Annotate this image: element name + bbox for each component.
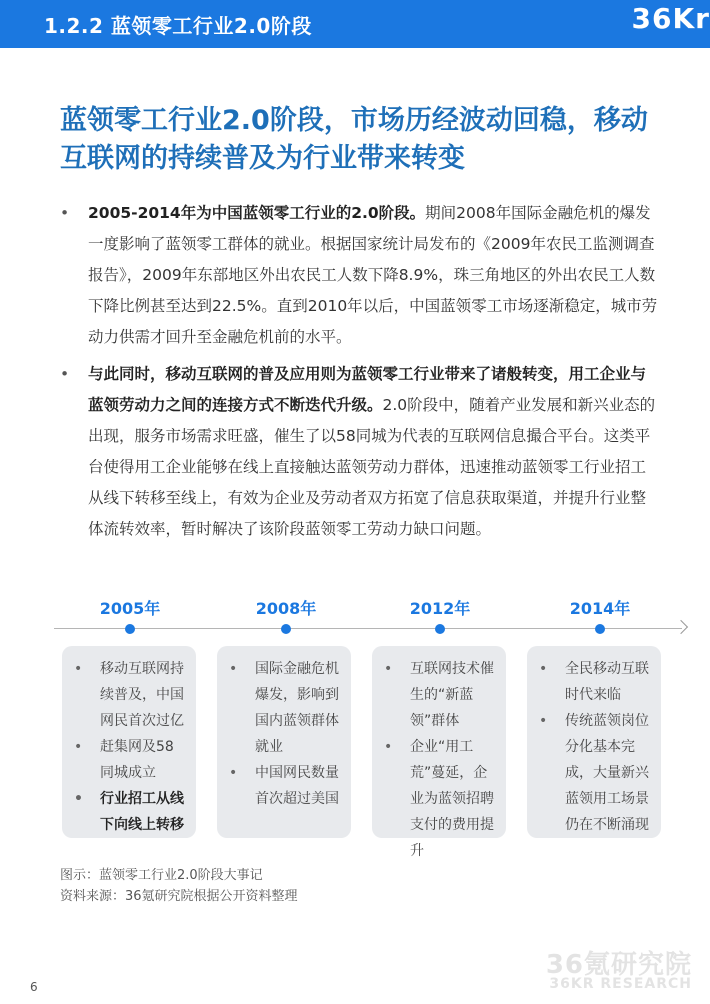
bullet-dot-icon: • [74,661,83,677]
page-headline: 蓝领零工行业2.0阶段，市场历经波动回稳，移动互联网的持续普及为行业带来转变 [60,105,648,174]
bullet-dot-icon: • [539,713,548,729]
section-title: 1.2.2 蓝领零工行业2.0阶段 [44,14,312,38]
bullet-dot-icon: • [539,661,548,677]
body-bullets [60,198,660,551]
bullet-bold-lead: 2005-2014年为中国蓝领零工行业的2.0阶段。 [88,204,426,222]
bullet-item [60,198,660,353]
bullet-dot-icon: • [60,204,70,222]
bullet-bold-lead: 与此同时，移动互联网的普及应用则为蓝领零工行业带来了诸般转变，用工企业与蓝领劳动力之间的连接方式不断迭代升级。 [88,365,647,414]
event-text: 赶集网及58同城成立 [100,739,174,781]
event-list [535,656,651,838]
timeline-year: 2008年 [255,599,317,618]
event-item [70,734,186,786]
bullet-item [60,359,660,545]
timeline-dot [281,624,291,634]
watermark-cn: 36氪研究院 [545,950,692,980]
event-list [225,656,341,812]
event-item [535,708,651,838]
bullet-dot-icon: • [384,661,393,677]
timeline-dot [595,624,605,634]
brand-logo: 36Kr [631,2,710,35]
page-number: 6 [30,980,38,994]
bullet-dot-icon: • [229,661,238,677]
bullet-dot-icon: • [60,365,70,383]
watermark-en: 36KR RESEARCH [549,976,692,992]
timeline-dot [125,624,135,634]
event-text: 国际金融危机爆发，影响到国内蓝领群体就业 [255,661,339,755]
event-item [70,656,186,734]
event-item [380,734,496,864]
event-item [225,656,341,760]
event-card-2008 [217,646,351,838]
event-list [70,656,186,838]
event-text: 全民移动互联时代来临 [565,661,649,703]
bullet-dot-icon: • [229,765,238,781]
timeline-dot [435,624,445,634]
event-card-2014 [527,646,661,838]
event-text: 互联网技术催生的“新蓝领”群体 [410,661,494,729]
event-text: 行业招工从线下向线上转移 [100,791,184,833]
bullet-text: 期间2008年国际金融危机的爆发一度影响了蓝领零工群体的就业。根据国家统计局发布的《2009年农民工监测调查报告》，2009年东部地区外出农民工人数下降8.9%，珠三角地区的外出农民工人数下降比例甚至达到22.5%。直到2010年以后，中国蓝领零工市场逐渐稳定，城市劳动力供需才回升至金融危机前的水平。 [88,204,658,346]
bullet-dot-icon: • [74,791,83,807]
event-item [70,786,186,838]
event-card-2005 [62,646,196,838]
timeline-year: 2005年 [99,599,161,618]
timeline-year: 2012年 [409,599,471,618]
event-item [225,760,341,812]
event-card-2012 [372,646,506,859]
event-text: 移动互联网持续普及，中国网民首次过亿 [100,661,184,729]
timeline-year: 2014年 [569,599,631,618]
bullet-dot-icon: • [74,739,83,755]
header-bar [0,0,710,48]
event-list [380,656,496,864]
bullet-text: 2.0阶段中，随着产业发展和新兴业态的出现，服务市场需求旺盛，催生了以58同城为代表的互联网信息撮合平台。这类平台使得用工企业能够在线上直接触达蓝领劳动力群体，迅速推动蓝领零工行业招工从线下转移至线上，有效为企业及劳动者双方拓宽了信息获取渠道，并提升行业整体流转效率，暂时解决了该阶段蓝领零工劳动力缺口问题。 [88,396,656,538]
bullet-dot-icon: • [384,739,393,755]
timeline-axis [54,628,682,629]
event-item [380,656,496,734]
source-caption: 资料来源：36氪研究院根据公开资料整理 [60,889,298,904]
event-text: 企业“用工荒”蔓延，企业为蓝领招聘支付的费用提升 [410,739,494,859]
timeline-arrow-icon [674,620,688,634]
figure-caption: 图示：蓝领零工行业2.0阶段大事记 [60,868,263,883]
event-text: 中国网民数量首次超过美国 [255,765,339,807]
event-text: 传统蓝领岗位分化基本完成，大量新兴蓝领用工场景仍在不断涌现 [565,713,649,833]
event-item [535,656,651,708]
